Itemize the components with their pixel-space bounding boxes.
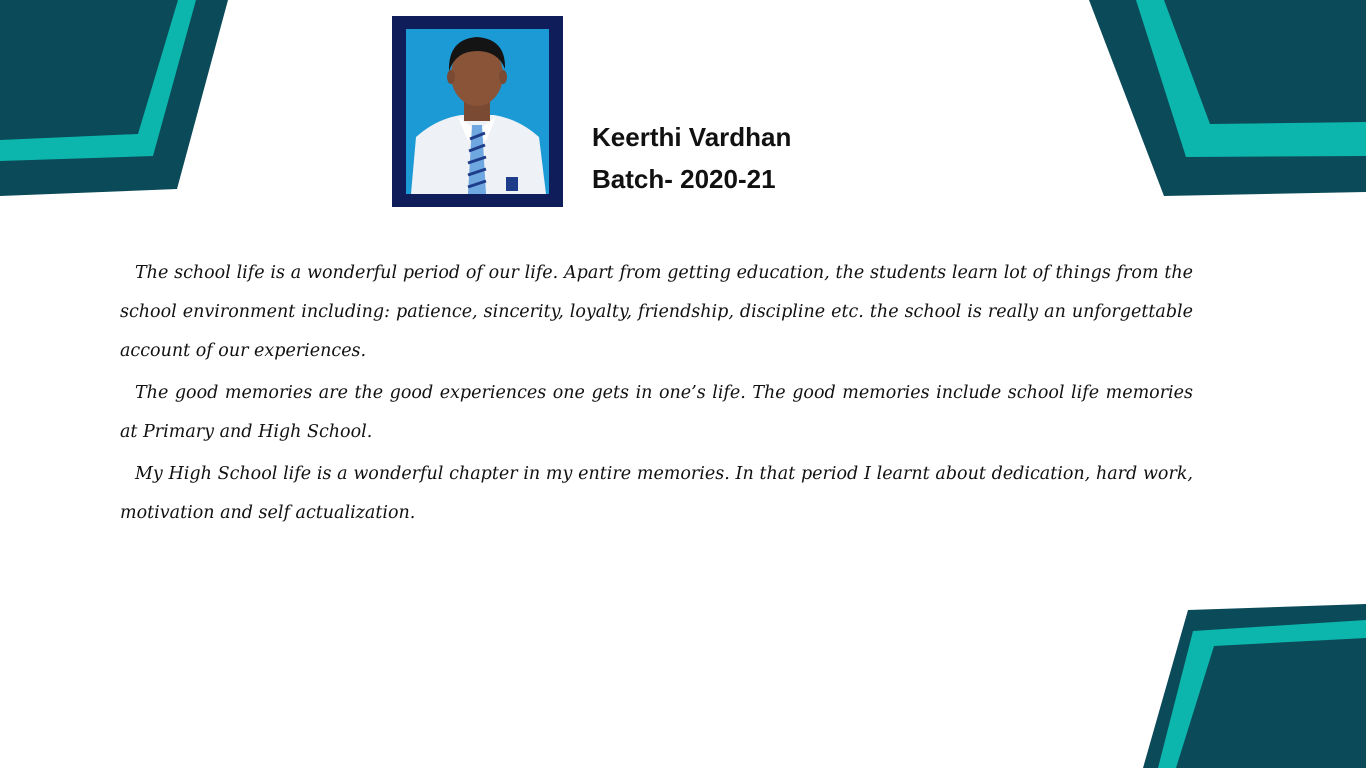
top-left-corner-decoration — [0, 0, 228, 196]
student-portrait-illustration — [406, 29, 549, 194]
bottom-right-corner-decoration — [1143, 604, 1366, 768]
paragraph-2: The good memories are the good experiences one gets in one’s life. The good memories include school life memories at Primary and High School. — [120, 383, 1193, 442]
top-right-corner-decoration — [1089, 0, 1366, 196]
paragraph-1: The school life is a wonderful period of our life. Apart from getting education, the students learn lot of things from the school environment including: patience, sincerity, loyalty, friendship, discipline etc. the school is really an unforgettable account of our experiences. — [120, 263, 1193, 361]
student-photo — [406, 29, 549, 194]
student-info — [592, 116, 791, 200]
testimonial-text — [120, 254, 1193, 536]
paragraph-3: My High School life is a wonderful chapter in my entire memories. In that period I learnt about dedication, hard work, motivation and self actualization. — [120, 464, 1193, 523]
student-photo-frame — [392, 16, 563, 207]
student-name: Keerthi Vardhan — [592, 122, 792, 152]
student-batch: Batch- 2020-21 — [592, 164, 776, 194]
